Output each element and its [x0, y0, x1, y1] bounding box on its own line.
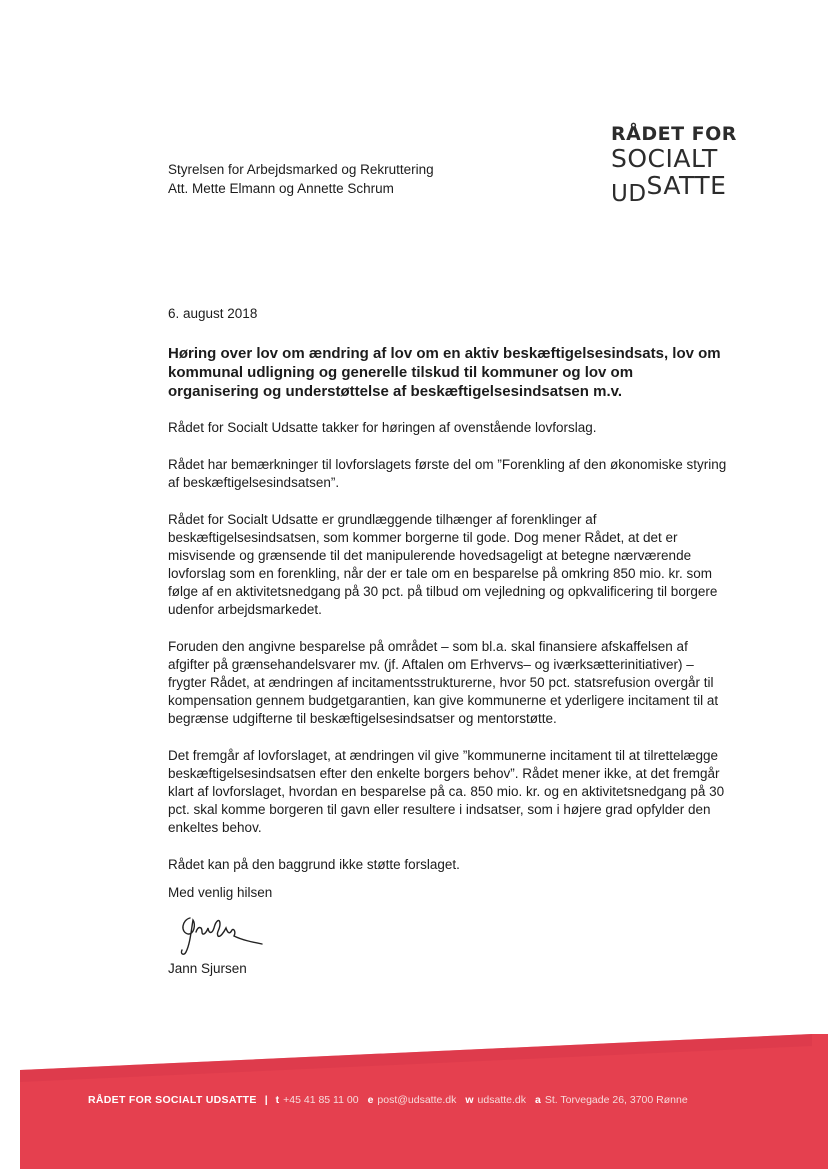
- logo-line-1: RÅDET FOR: [611, 123, 737, 145]
- logo-ud: UD: [611, 181, 647, 207]
- footer-separator: |: [264, 1094, 268, 1106]
- letter-body: [168, 419, 728, 893]
- logo-satte: SATTE: [646, 171, 727, 200]
- letter-date: 6. august 2018: [168, 306, 258, 321]
- organization-logo: [611, 123, 737, 207]
- footer-contact-line: [88, 1094, 697, 1106]
- footer-phone: +45 41 85 11 00: [283, 1094, 359, 1106]
- closing-greeting: Med venlig hilsen: [168, 885, 273, 900]
- recipient-block: [168, 160, 434, 198]
- footer-address: St. Torvegade 26, 3700 Rønne: [544, 1094, 688, 1106]
- phone-key: t: [275, 1094, 280, 1106]
- body-paragraph: Rådet for Socialt Udsatte takker for høringen af ovenstående lovforslag.: [168, 420, 597, 435]
- email-key: e: [367, 1094, 374, 1106]
- handwritten-signature: [176, 910, 276, 963]
- web-key: w: [465, 1094, 474, 1106]
- body-paragraph: Rådet for Socialt Udsatte er grundlæggende tilhænger af forenklinger af beskæftigelsesindsatsen, som kommer borgerne til gode. Dog mener Rådet, at det er misvisende og grænsende til det manipulerende hovedsageligt at betegne nærværende lovforslag som en forenkling, når der er tale om en besparelse på omkring 850 mio. kr. som følge af en aktivitetsnedgang på 30 pct. på tilbud om vejledning og opkvalificering til borgere udenfor arbejdsmarkedet.: [168, 512, 718, 617]
- body-paragraph: Rådet har bemærkninger til lovforslagets første del om ”Forenkling af den økonomiske styring af beskæftigelsesindsatsen”.: [168, 457, 727, 490]
- recipient-attention: Att. Mette Elmann og Annette Schrum: [168, 181, 394, 196]
- address-key: a: [535, 1094, 541, 1106]
- body-paragraph: Foruden den angivne besparelse på området – som bl.a. skal finansiere afskaffelsen af afgifter på grænsehandelsvarer mv. (jf. Aftalen om Erhvervs– og iværksætterinitiativer) – frygter Rådet, at ændringen af incitamentsstrukturerne, hvor 50 pct. statsrefusion overgår til kompensation gennem budgetgarantien, kan give kommunerne et yderligere incitament til at begrænse udgifterne til beskæftigelsesindsatser og mentorstøtte.: [168, 639, 719, 726]
- body-paragraph: Det fremgår af lovforslaget, at ændringen vil give ”kommunerne incitament til at tilrettelægge beskæftigelsesindsatsen efter den enkelte borgers behov”. Rådet mener ikke, at det fremgår klart af lovforslaget, hvordan en besparelse på ca. 850 mio. kr. og en aktivitetsnedgang på 30 pct. skal komme borgeren til gavn eller resultere i indsatser, som i højere grad opfylder den enkeltes behov.: [168, 748, 725, 835]
- letter-subject: Høring over lov om ændring af lov om en aktiv beskæftigelsesindsats, lov om kommunal udligning og generelle tilskud til kommuner og lov om organisering og understøttelse af beskæftigelsesindsatsen m.v.: [168, 345, 721, 400]
- logo-line-3: [611, 171, 737, 207]
- logo-line-2: SOCIALT: [611, 144, 718, 173]
- signatory-name: Jann Sjursen: [168, 961, 247, 976]
- footer-web: udsatte.dk: [477, 1094, 526, 1106]
- footer-org-name: RÅDET FOR SOCIALT UDSATTE: [88, 1094, 257, 1106]
- footer-email: post@udsatte.dk: [377, 1094, 457, 1106]
- recipient-organization: Styrelsen for Arbejdsmarked og Rekruttering: [168, 162, 434, 177]
- body-paragraph: Rådet kan på den baggrund ikke støtte forslaget.: [168, 857, 460, 872]
